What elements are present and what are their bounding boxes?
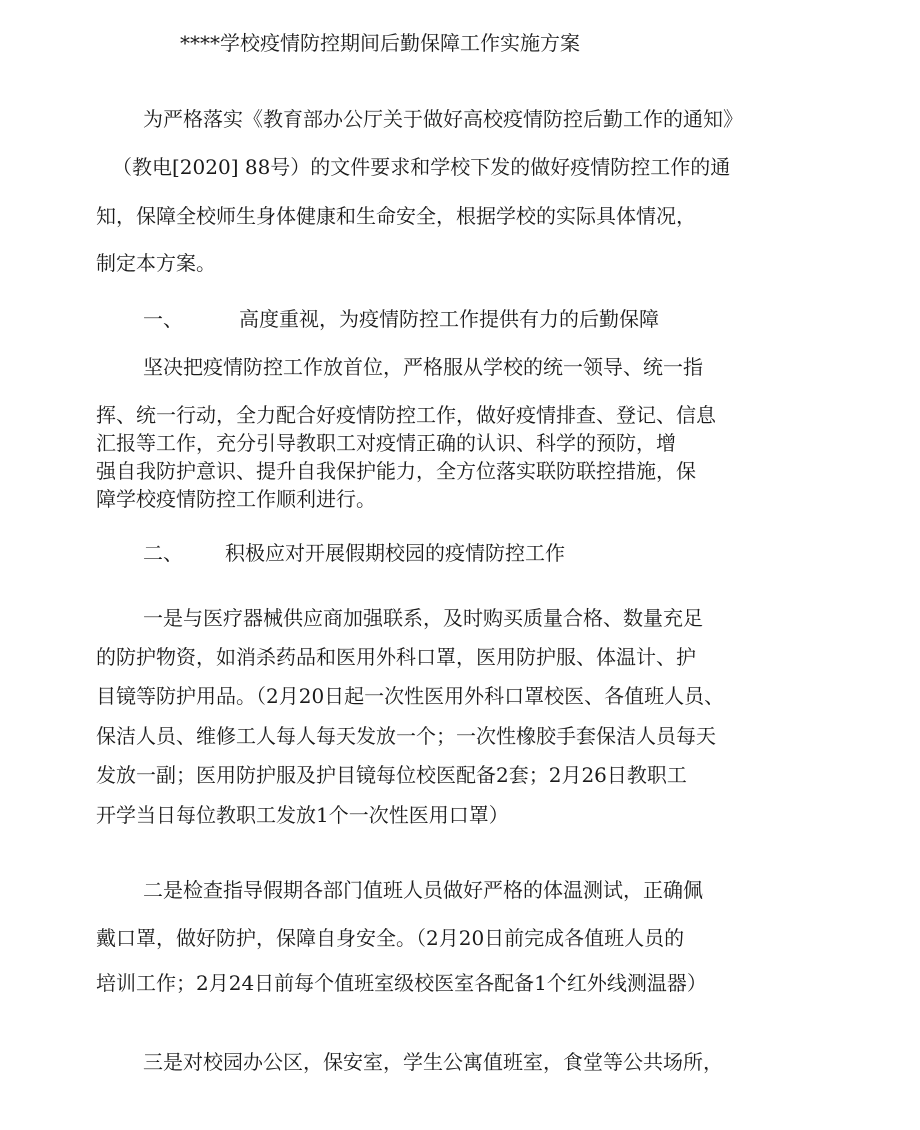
- section-2-paragraph-1-line: 目镜等防护用品。（2月20日起一次性医用外科口罩校医、各值班人员、: [96, 684, 725, 708]
- section-2-paragraph-1-line: 开学当日每位教职工发放1个一次性医用口罩）: [96, 803, 509, 827]
- intro-line: （教电[2020] 88号）的文件要求和学校下发的做好疫情防控工作的通: [112, 155, 731, 179]
- section-1-line: 强自我防护意识、提升自我保护能力，全方位落实联防联控措施，保: [96, 459, 696, 483]
- section-2-paragraph-1-line: 保洁人员、维修工人每人每天发放一个；一次性橡胶手套保洁人员每天: [96, 724, 716, 748]
- section-2-paragraph-1-line: 的防护物资，如消杀药品和医用外科口罩，医用防护服、体温计、护: [96, 645, 696, 669]
- section-2-paragraph-2-line: 戴口罩，做好防护，保障自身安全。（2月20日前完成各值班人员的: [96, 926, 685, 950]
- section-2-paragraph-2-line: 培训工作；2月24日前每个值班室级校医室各配备1个红外线测温器）: [96, 971, 707, 995]
- document-title: ****学校疫情防控期间后勤保障工作实施方案: [180, 31, 580, 55]
- section-2-paragraph-1-line: 发放一副；医用防护服及护目镜每位校医配备2套；2月26日教职工: [96, 763, 687, 787]
- section-2-paragraph-2-line: 二是检查指导假期各部门值班人员做好严格的体温测试，正确佩: [143, 878, 703, 902]
- section-1-title: 高度重视，为疫情防控工作提供有力的后勤保障: [239, 307, 659, 331]
- section-2-paragraph-1-line: 一是与医疗器械供应商加强联系，及时购买质量合格、数量充足: [143, 606, 703, 630]
- section-2-number: 二、: [143, 541, 183, 565]
- section-1-line: 坚决把疫情防控工作放首位，严格服从学校的统一领导、统一指: [143, 355, 703, 379]
- section-2-paragraph-3-line: 三是对校园办公区，保安室，学生公寓值班室，食堂等公共场所，: [143, 1050, 723, 1074]
- intro-line: 为严格落实《教育部办公厅关于做好高校疫情防控后勤工作的通知》: [143, 107, 743, 131]
- intro-line: 制定本方案。: [96, 251, 216, 275]
- section-1-line: 汇报等工作，充分引导教职工对疫情正确的认识、科学的预防，增: [96, 431, 676, 455]
- intro-line: 知，保障全校师生身体健康和生命安全，根据学校的实际具体情况，: [96, 204, 696, 228]
- section-2-title: 积极应对开展假期校园的疫情防控工作: [225, 541, 565, 565]
- section-1-line: 障学校疫情防控工作顺利进行。: [96, 487, 376, 511]
- section-1-number: 一、: [143, 307, 183, 331]
- section-2-heading: [143, 541, 565, 565]
- section-1-heading: [143, 307, 659, 331]
- section-1-line: 挥、统一行动，全力配合好疫情防控工作，做好疫情排查、登记、信息: [96, 403, 716, 427]
